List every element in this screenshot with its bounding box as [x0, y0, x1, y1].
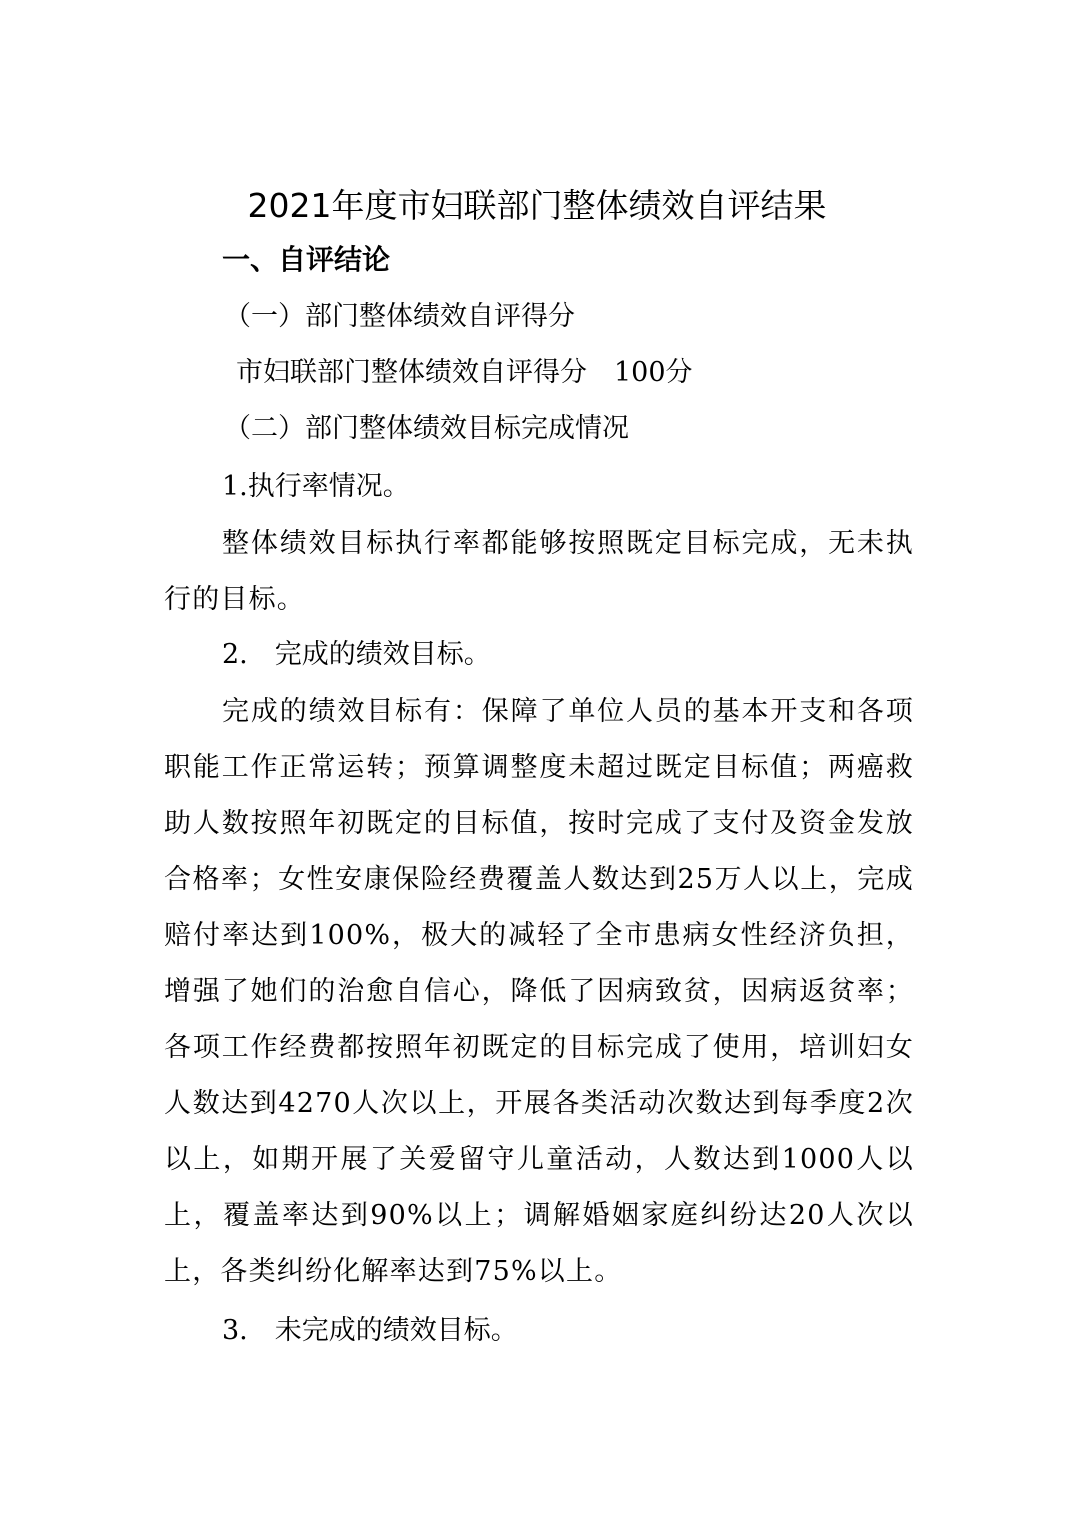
- item-heading-completed-goals: 2. 完成的绩效目标。: [222, 639, 491, 670]
- document-title: 2021年度市妇联部门整体绩效自评结果: [247, 186, 827, 225]
- paragraph-execution-rate: 整体绩效目标执行率都能够按照既定目标完成，无未执行的目标。: [164, 528, 914, 615]
- paragraph-completed-goals: 完成的绩效目标有：保障了单位人员的基本开支和各项职能工作正常运转；预算调整度未超过既定目标值；两癌救助人数按照年初既定的目标值，按时完成了支付及资金发放合格率；女性安康保险经费覆盖人数达到25万人以上，完成赔付率达到100%，极大的减轻了全市患病女性经济负担，增强了她们的治愈自信心，降低了因病致贫，因病返贫率；各项工作经费都按照年初既定的目标完成了使用，培训妇女人数达到4270人次以上，开展各类活动次数达到每季度2次以上，如期开展了关爱留守儿童活动，人数达到1000人以上，覆盖率达到90%以上；调解婚姻家庭纠纷达20人次以上，各类纠纷化解率达到75%以上。: [164, 696, 914, 1287]
- item-heading-uncompleted-goals: 3. 未完成的绩效目标。: [222, 1315, 518, 1346]
- subsection-heading-score: （一）部门整体绩效自评得分: [224, 301, 575, 332]
- item-heading-execution-rate: 1.执行率情况。: [222, 471, 410, 502]
- score-line: 市妇联部门整体绩效自评得分 100分: [236, 357, 693, 388]
- section-heading-conclusion: 一、自评结论: [222, 243, 391, 276]
- subsection-heading-goal-completion: （二）部门整体绩效目标完成情况: [224, 413, 629, 444]
